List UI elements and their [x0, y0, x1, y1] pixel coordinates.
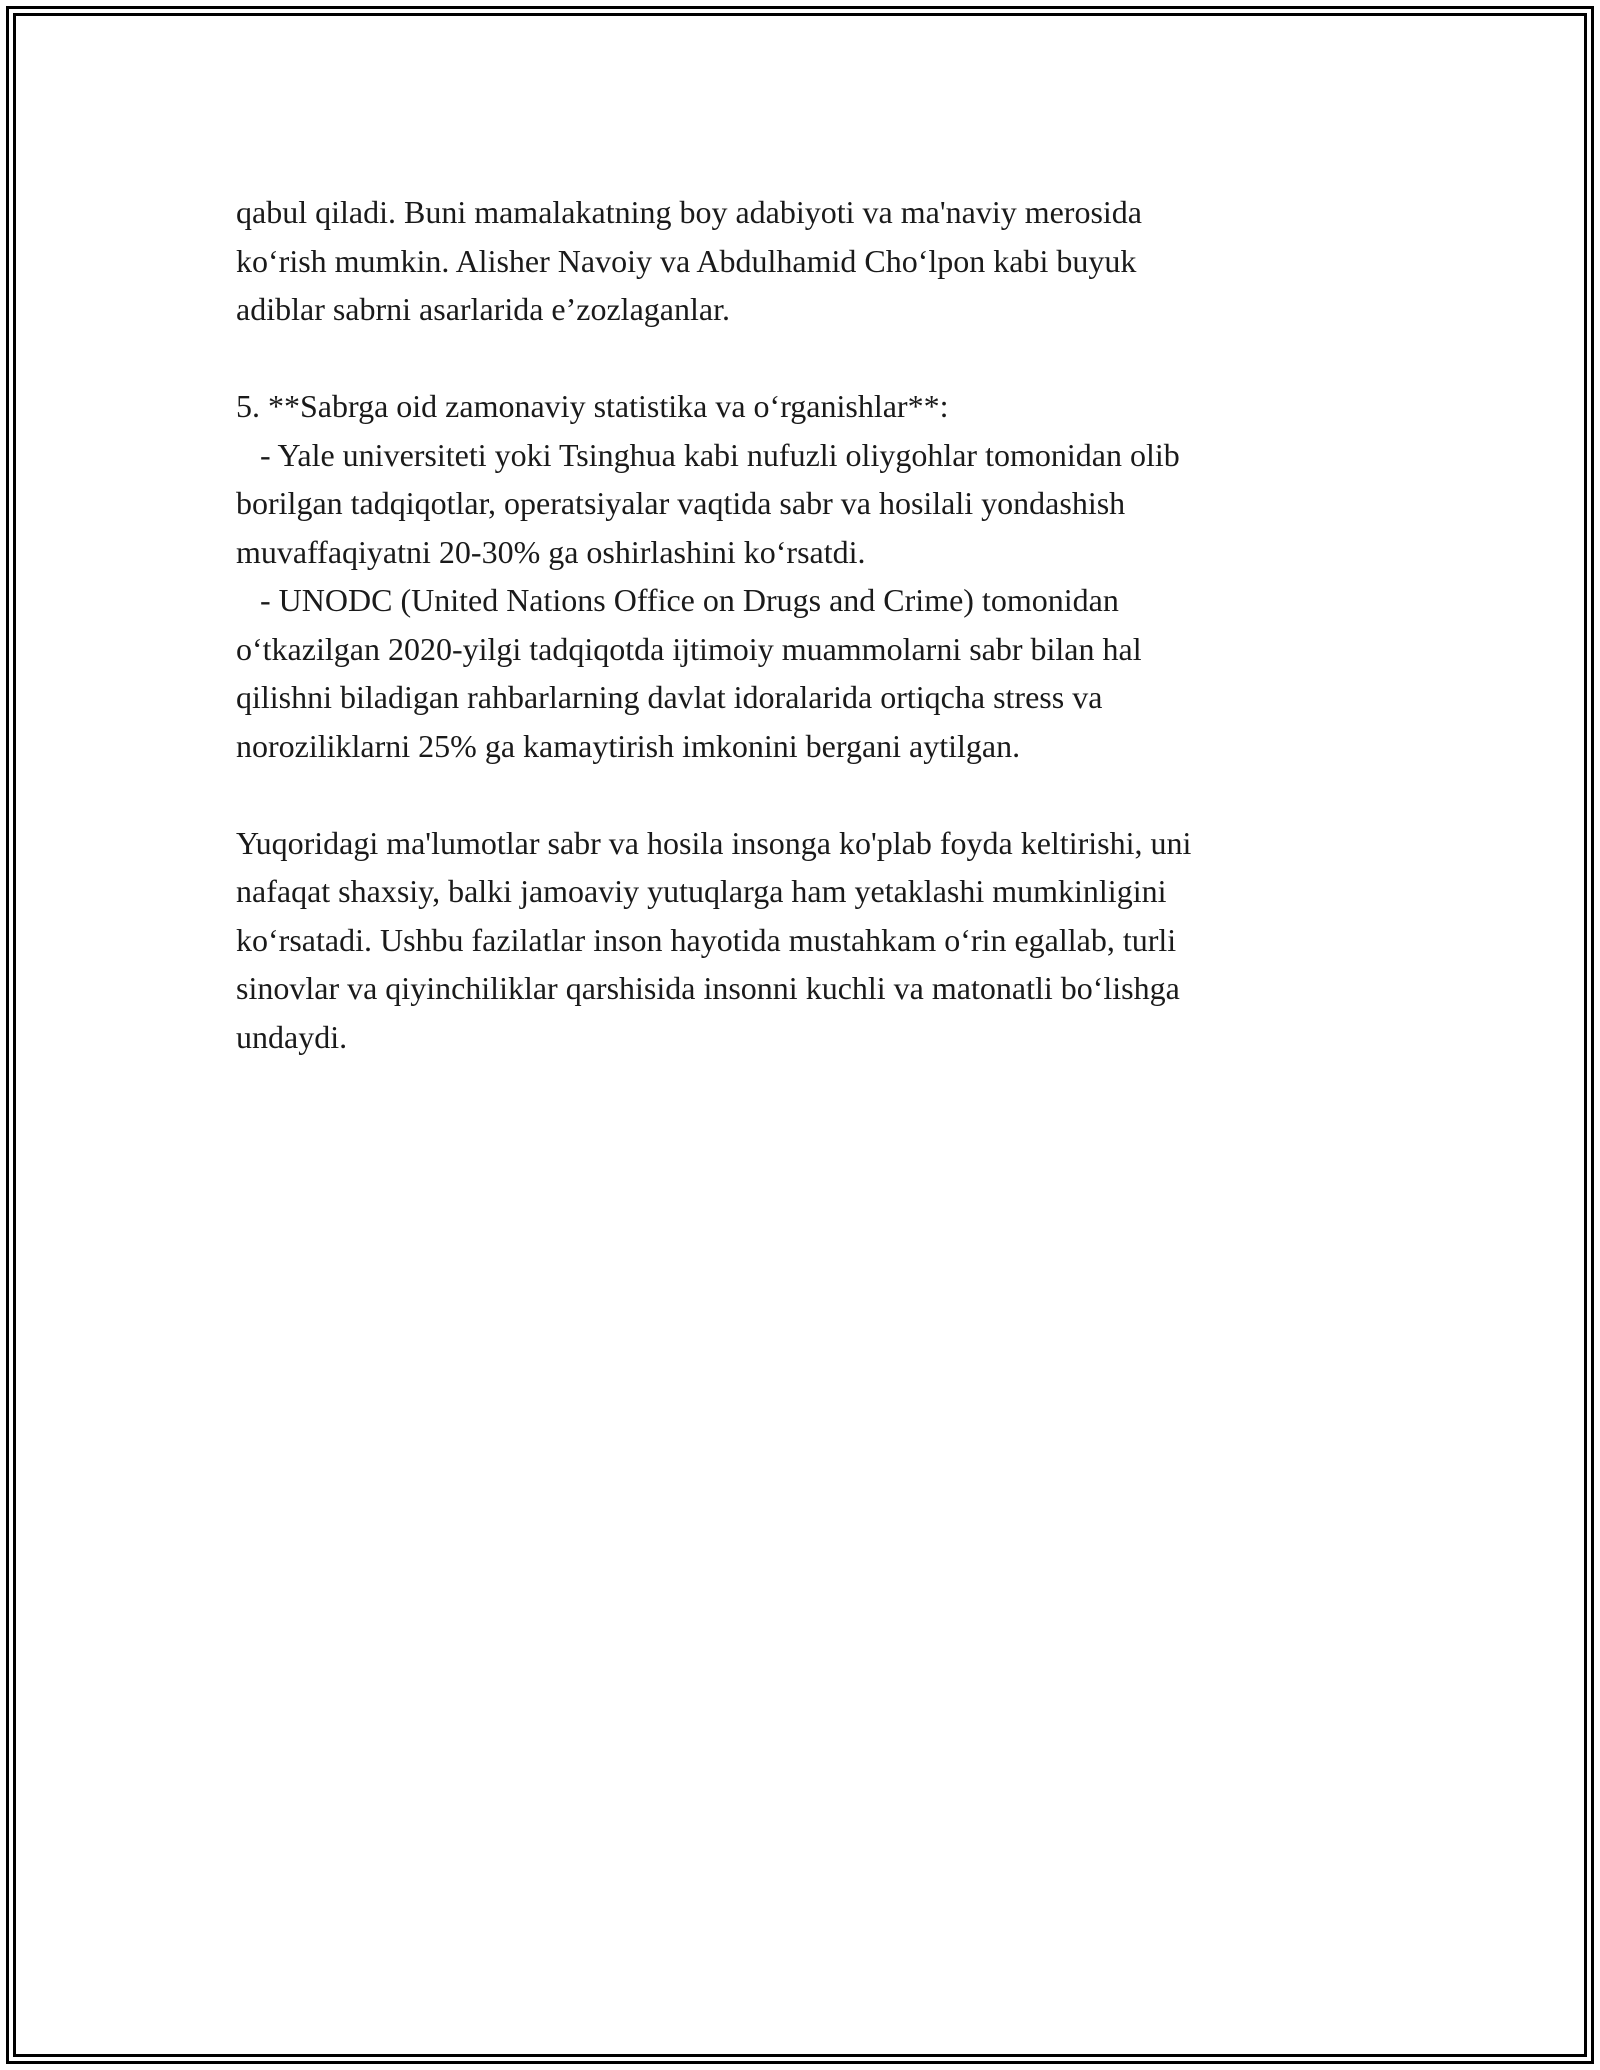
text-line: qilishni biladigan rahbarlarning davlat idoralarida ortiqcha stress va	[236, 679, 1103, 715]
paragraph-heritage	[236, 188, 1386, 334]
text-line: adiblar sabrni asarlarida e’zozlaganlar.	[236, 291, 730, 327]
text-line: muvaffaqiyatni 20-30% ga oshirlashini koʻrsatdi.	[236, 533, 866, 570]
text-line: Yuqoridagi ma'lumotlar sabr va hosila insonga ko'plab foyda keltirishi, uni	[236, 824, 1192, 861]
text-line: nafaqat shaxsiy, balki jamoaviy yutuqlarga ham yetaklashi mumkinligini	[236, 873, 1167, 909]
text-line: koʻrish mumkin. Alisher Navoiy va Abdulhamid Choʻlpon kabi buyuk	[236, 242, 1137, 279]
text-line: koʻrsatadi. Ushbu fazilatlar inson hayotida mustahkam oʻrin egallab, turli	[236, 921, 1177, 958]
section-statistics	[236, 382, 1386, 770]
paragraph-gap	[236, 334, 1386, 383]
text-line: noroziliklarni 25% ga kamaytirish imkonini bergani aytilgan.	[236, 727, 1021, 764]
paragraph-conclusion	[236, 819, 1386, 1062]
text-line: qabul qiladi. Buni mamalakatning boy adabiyoti va ma'naviy merosida	[236, 194, 1142, 230]
text-line: - UNODC (United Nations Office on Drugs and Crime) tomonidan	[236, 582, 1119, 618]
text-line: sinovlar va qiyinchiliklar qarshisida insonni kuchli va matonatli boʻlishga	[236, 970, 1180, 1006]
text-line: borilgan tadqiqotlar, operatsiyalar vaqtida sabr va hosilali yondashish	[236, 485, 1126, 521]
document-body	[236, 188, 1386, 1061]
section-heading: 5. **Sabrga oid zamonaviy statistika va oʻrganishlar**:	[236, 388, 949, 424]
text-line: undaydi.	[236, 1018, 348, 1055]
text-line: oʻtkazilgan 2020-yilgi tadqiqotda ijtimoiy muammolarni sabr bilan hal	[236, 630, 1142, 667]
list-item	[236, 576, 1386, 770]
list-item	[236, 431, 1386, 577]
text-line: - Yale universiteti yoki Tsinghua kabi nufuzli oliygohlar tomonidan olib	[236, 436, 1180, 473]
paragraph-gap	[236, 770, 1386, 819]
